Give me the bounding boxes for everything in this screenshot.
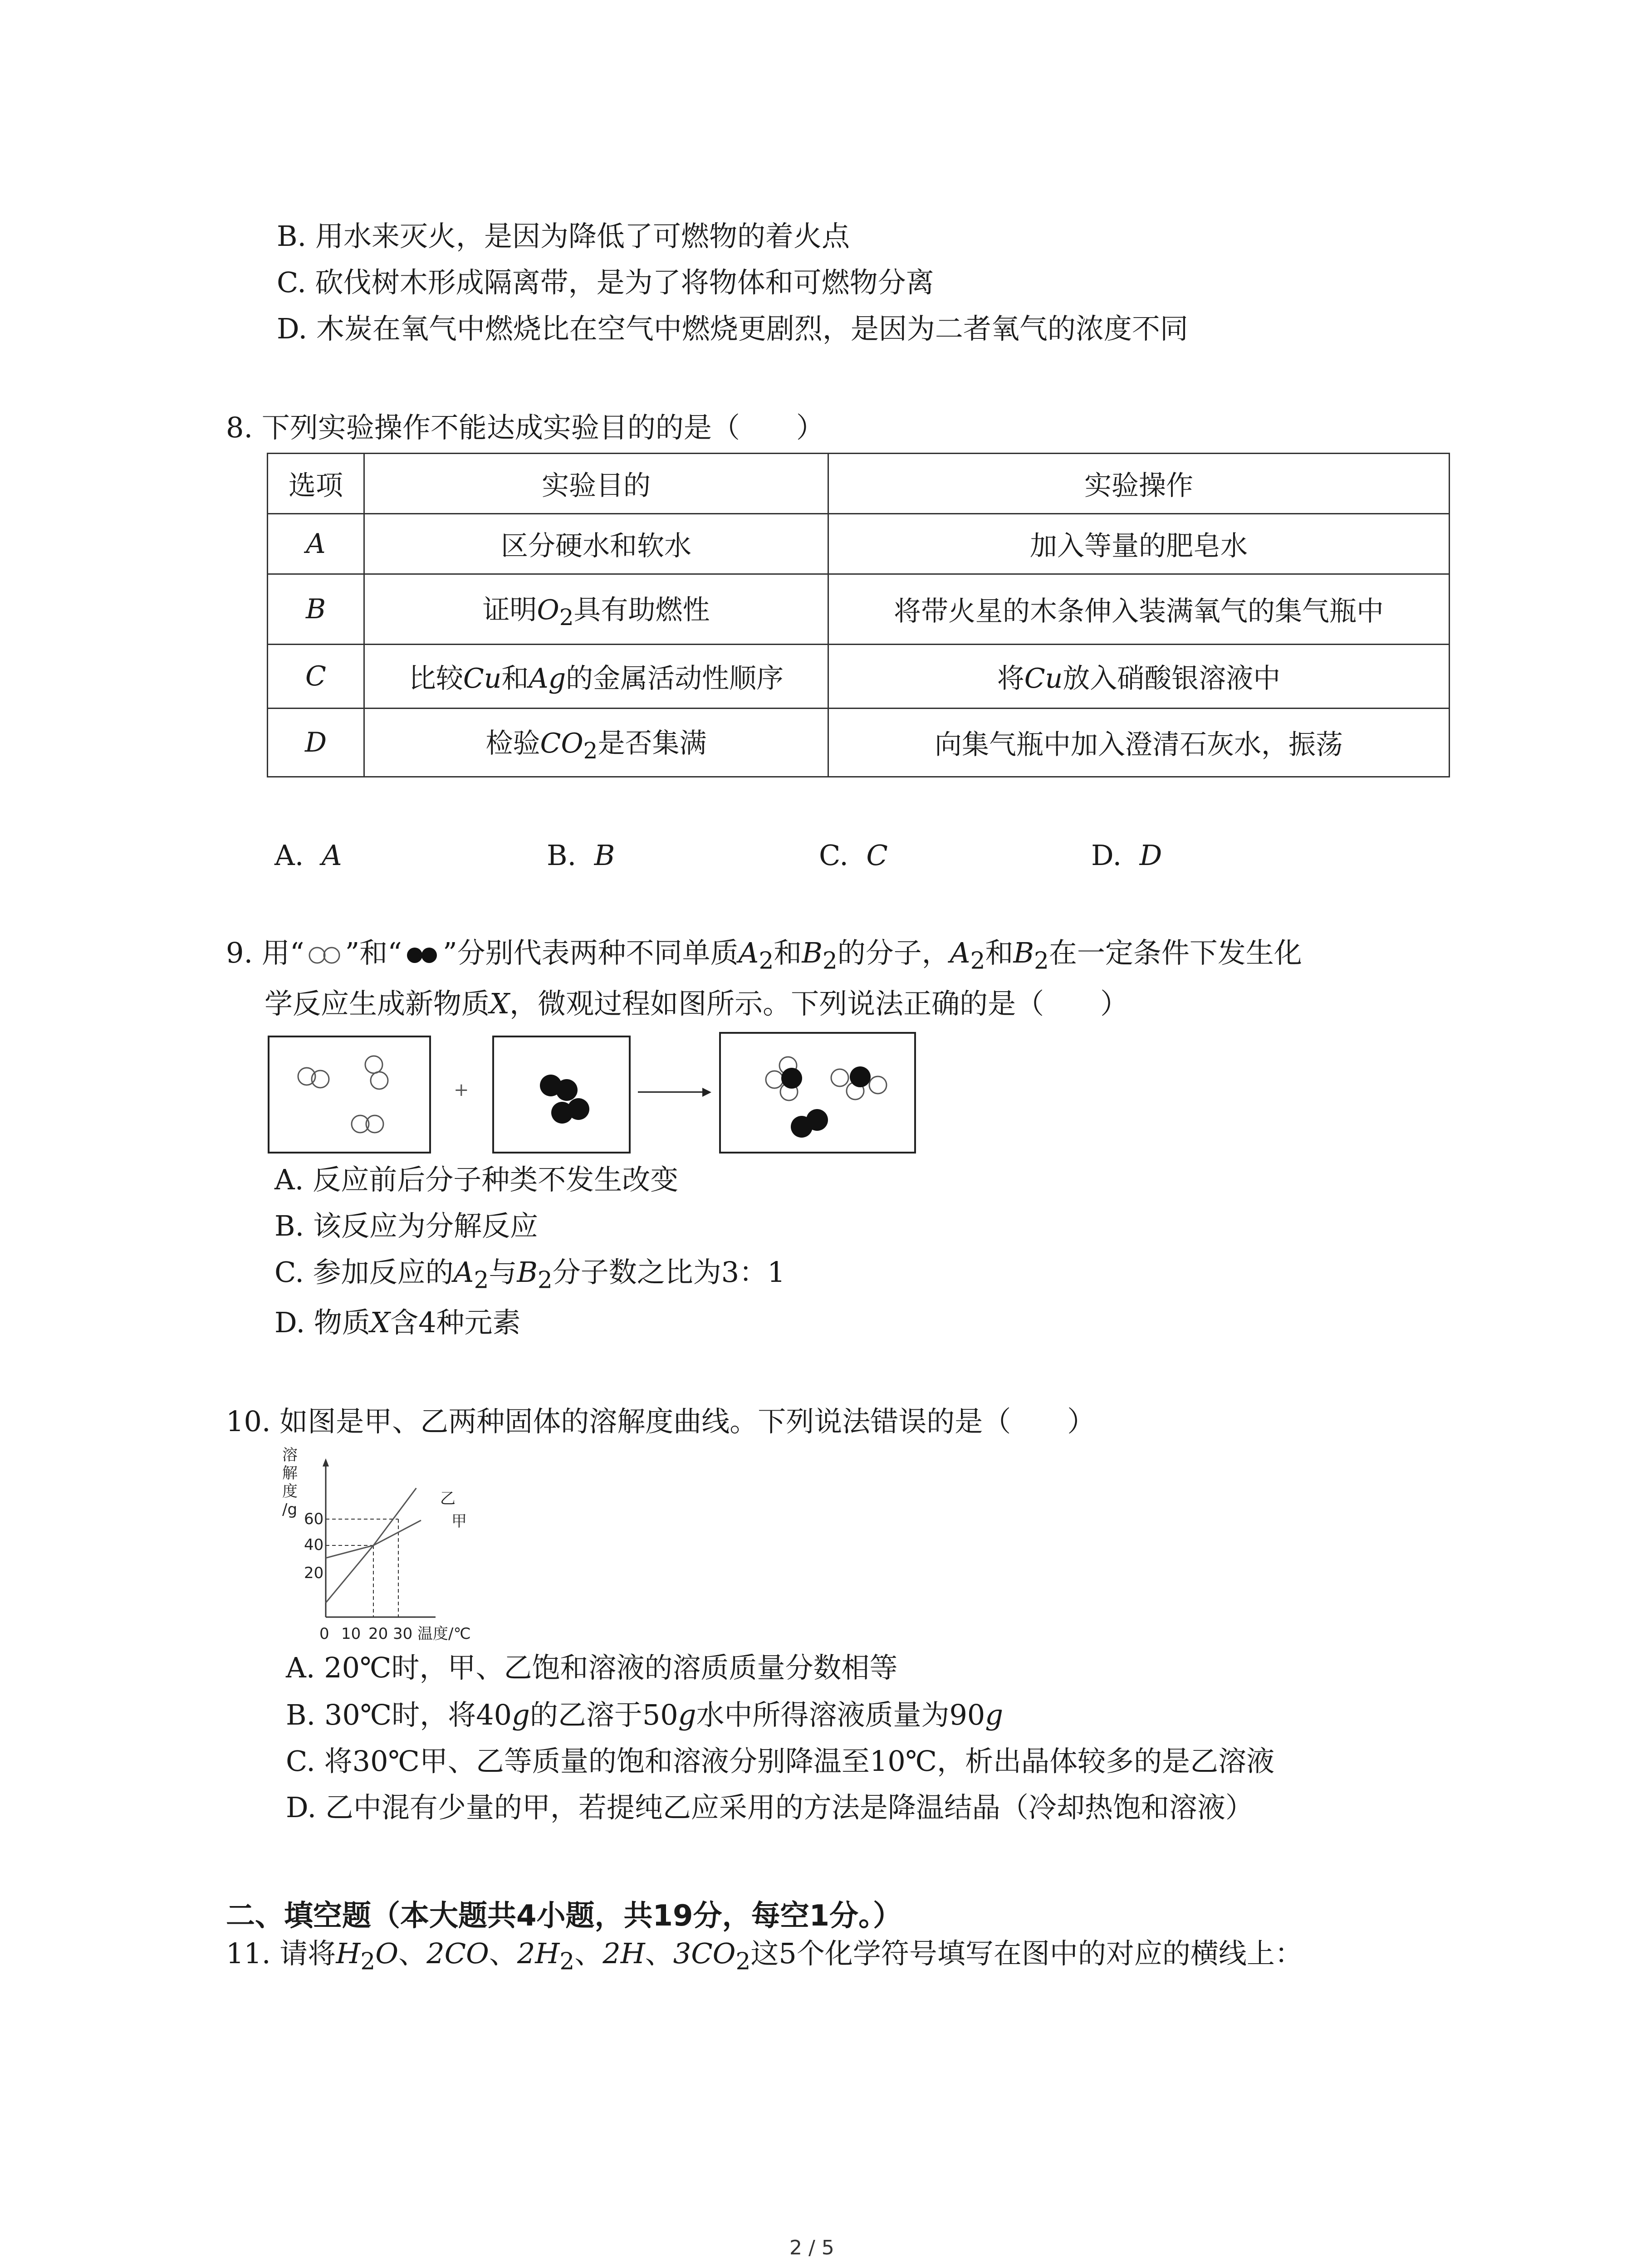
subscript: 2 (759, 947, 774, 975)
formula: 3CO (673, 1937, 736, 1970)
y-axis-label-char: 度 (282, 1482, 298, 1501)
separator: 、 (489, 1937, 517, 1970)
q11-stem (226, 1937, 1303, 1975)
formula: X (490, 987, 510, 1020)
q7-option-d: D. 木炭在氧气中燃烧比在空气中燃烧更剧烈，是因为二者氧气的浓度不同 (277, 312, 1188, 345)
text: 9. 用“ (226, 936, 304, 969)
text: 比较 (408, 663, 463, 694)
unit: g (985, 1698, 1004, 1731)
subscript: 2 (583, 737, 598, 764)
formula: O (375, 1937, 399, 1970)
reactant-a2-box (268, 1036, 431, 1154)
text: 学反应生成新物质 (265, 987, 490, 1020)
formula: CO (540, 727, 583, 759)
q9-option-c (274, 1258, 785, 1292)
q10-option-a: A. 20℃时，甲、乙饱和溶液的溶质质量分数相等 (286, 1651, 898, 1684)
text: 是否集满 (598, 727, 707, 759)
q8-table (267, 453, 1450, 777)
header-option: 选项 (268, 454, 364, 514)
x-tick-label: 0 (319, 1625, 329, 1643)
text: 和 (985, 936, 1014, 969)
formula: X (370, 1306, 391, 1339)
table-row (268, 574, 1450, 645)
row-option: B (268, 574, 364, 645)
q10-option-d: D. 乙中混有少量的甲，若提纯乙应采用的方法是降温结晶（冷却热饱和溶液） (286, 1791, 1254, 1824)
q10-option-b (286, 1698, 1004, 1731)
unit: g (678, 1698, 696, 1731)
q7-option-c: C. 砍伐树木形成隔离带，是为了将物体和可燃物分离 (277, 266, 934, 299)
table-row (268, 645, 1450, 709)
text: B. 30℃时，将40 (286, 1698, 512, 1731)
table-row (268, 709, 1450, 777)
text: 和 (774, 936, 802, 969)
a2-molecules-diagram (269, 1037, 429, 1152)
x-tick-label: 20 (368, 1625, 388, 1643)
formula: Ag (529, 663, 566, 694)
subscript: 2 (822, 947, 838, 975)
x-tick-label: 10 (341, 1625, 361, 1643)
formula: Cu (1024, 663, 1063, 694)
solubility-chart (272, 1445, 508, 1644)
formula: H (336, 1937, 361, 1970)
text: 在一定条件下发生化 (1048, 936, 1302, 969)
x-tick-label: 30 (393, 1625, 413, 1643)
page-number: 2 / 5 (789, 2236, 834, 2259)
choice-label: D. (1091, 839, 1122, 872)
text: ，微观过程如图所示。下列说法正确的是（ ） (509, 987, 1129, 1020)
y-tick-label: 60 (304, 1510, 324, 1528)
header-purpose: 实验目的 (364, 454, 828, 514)
text: 将 (997, 663, 1024, 694)
formula: 2H (517, 1937, 560, 1970)
b2-molecule-icon (402, 945, 443, 965)
q8-choice-a[interactable] (274, 841, 342, 870)
subscript: 2 (1034, 947, 1049, 975)
unit: g (512, 1698, 530, 1731)
formula: Cu (463, 663, 502, 694)
product-molecules-diagram (721, 1034, 914, 1152)
q8-choice-c[interactable] (819, 841, 888, 870)
product-box (719, 1032, 916, 1154)
section-title: 二、填空题（本大题共4小题，共19分，每空1分。） (226, 1899, 902, 1933)
text: 和 (501, 663, 529, 694)
text: 与 (489, 1256, 517, 1289)
q7-option-b: B. 用水来灭火，是因为降低了可燃物的着火点 (277, 220, 850, 253)
x-axis-label: 温度/℃ (417, 1625, 471, 1643)
header-operation: 实验操作 (828, 454, 1450, 514)
q10-option-c: C. 将30℃甲、乙等质量的饱和溶液分别降温至10℃，析出晶体较多的是乙溶液 (286, 1745, 1275, 1778)
formula: A (453, 1256, 474, 1289)
q9-stem-line2 (265, 987, 1129, 1020)
y-tick-label: 40 (304, 1536, 324, 1554)
text: 分子数之比为3：1 (552, 1256, 785, 1289)
separator: 、 (645, 1937, 673, 1970)
text: ”和“ (345, 936, 402, 969)
formula: 2H (603, 1937, 645, 1970)
row-purpose: 区分硬水和软水 (364, 514, 828, 574)
row-option: D (268, 709, 364, 777)
choice-value: B (594, 839, 615, 872)
table-row (268, 514, 1450, 574)
text: 的乙溶于50 (529, 1698, 678, 1731)
choice-value: A (321, 839, 342, 872)
choice-label: B. (547, 839, 577, 872)
text: 含4种元素 (390, 1306, 521, 1339)
table-header-row (268, 454, 1450, 514)
y-axis-label-char: 溶 (282, 1446, 298, 1464)
subscript: 2 (970, 947, 985, 975)
row-purpose (364, 709, 828, 777)
choice-label: C. (819, 839, 848, 872)
curve-label-yi: 乙 (440, 1490, 456, 1508)
text: ”分别代表两种不同单质 (442, 936, 739, 969)
subscript: 2 (474, 1266, 489, 1294)
text: 放入硝酸银溶液中 (1063, 663, 1281, 694)
text: 11. 请将 (226, 1937, 336, 1970)
text: 具有助燃性 (573, 594, 710, 626)
subscript: 2 (559, 604, 574, 631)
formula: O (537, 594, 559, 626)
q9-option-d (274, 1306, 521, 1339)
q9-option-a: A. 反应前后分子种类不发生改变 (274, 1163, 679, 1196)
y-tick-label: 20 (304, 1564, 324, 1582)
y-axis-label-char: 解 (282, 1464, 298, 1482)
text: 的金属活动性顺序 (566, 663, 784, 694)
q8-choice-d[interactable] (1091, 841, 1162, 870)
text: C. 参加反应的 (274, 1256, 454, 1289)
choice-label: A. (274, 839, 304, 872)
formula: B (1013, 936, 1034, 969)
formula: B (802, 936, 823, 969)
plus-sign: + (454, 1080, 469, 1100)
text: 水中所得溶液质量为90 (696, 1698, 985, 1731)
text: 的分子， (837, 936, 950, 969)
y-axis-label-char: /g (282, 1501, 298, 1519)
subscript: 2 (537, 1266, 553, 1294)
text: D. 物质 (274, 1306, 370, 1339)
row-operation: 加入等量的肥皂水 (828, 514, 1450, 574)
reaction-arrow (638, 1091, 706, 1093)
row-operation: 将带火星的木条伸入装满氧气的集气瓶中 (828, 574, 1450, 645)
q8-choice-b[interactable] (547, 841, 615, 870)
text: 证明 (482, 594, 537, 626)
text: 检验 (485, 727, 540, 759)
subscript: 2 (360, 1948, 376, 1975)
formula: A (738, 936, 759, 969)
row-option: C (268, 645, 364, 709)
row-option: A (268, 514, 364, 574)
formula: A (950, 936, 970, 969)
row-operation (828, 645, 1450, 709)
reactant-b2-box (492, 1036, 631, 1154)
separator: 、 (398, 1937, 427, 1970)
row-operation: 向集气瓶中加入澄清石灰水，振荡 (828, 709, 1450, 777)
arrow-head-icon (702, 1088, 711, 1097)
text: 这5个化学符号填写在图中的对应的横线上： (750, 1937, 1303, 1970)
q8-stem: 8. 下列实验操作不能达成实验目的的是（ ） (226, 411, 824, 444)
row-purpose (364, 574, 828, 645)
q9-stem-line1 (226, 936, 1302, 975)
separator: 、 (574, 1937, 603, 1970)
q10-stem: 10. 如图是甲、乙两种固体的溶解度曲线。下列说法错误的是（ ） (226, 1405, 1096, 1438)
formula: B (517, 1256, 538, 1289)
b2-molecules-diagram (494, 1037, 629, 1152)
curve-label-jia: 甲 (451, 1512, 467, 1530)
row-purpose (364, 645, 828, 709)
choice-value: D (1139, 839, 1162, 872)
formula: 2CO (426, 1937, 489, 1970)
y-axis-arrow-icon (323, 1458, 329, 1466)
choice-value: C (866, 839, 888, 872)
q9-option-b: B. 该反应为分解反应 (274, 1209, 538, 1242)
subscript: 2 (735, 1948, 751, 1975)
subscript: 2 (559, 1948, 575, 1975)
a2-molecule-icon (304, 945, 345, 965)
